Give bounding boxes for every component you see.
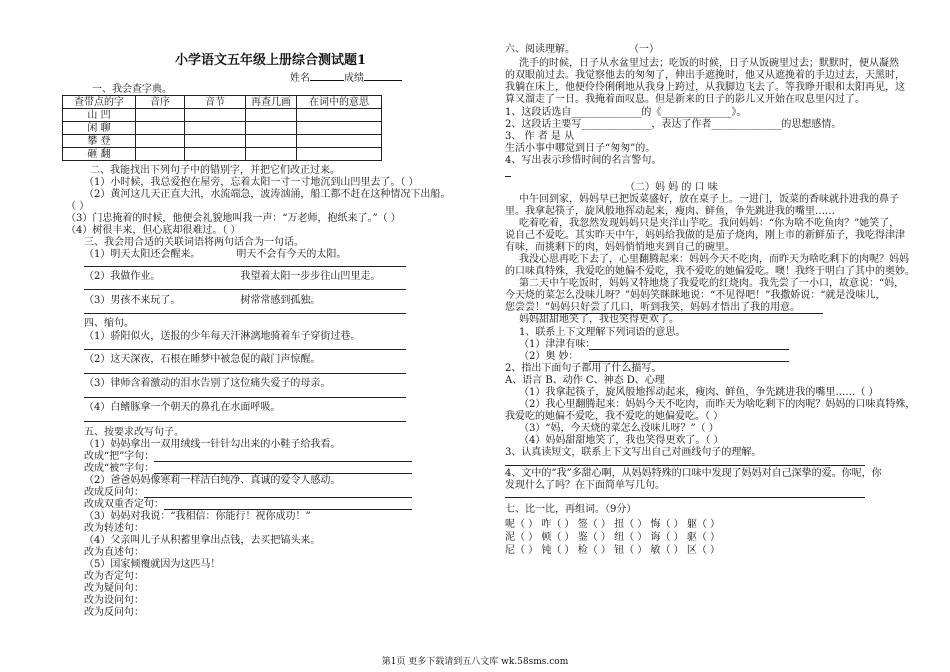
table-header-row	[63, 96, 382, 109]
sec3-item: （3）男孩不来玩了。 树常常感到孤独。	[84, 295, 321, 306]
name-score-line	[290, 71, 402, 85]
q2-line: （3）“妈，今天烧的菜怎么没味儿呀？”（ ）	[519, 423, 719, 434]
q2-line: 4、文中的“我”多甜心啊，从妈妈特殊的口味中发现了妈妈对自己深挚的爱。你呢，你	[505, 468, 882, 479]
sec4-item: （4）白鳍豚拿一个朝天的鼻孔在水面呼吸。	[84, 402, 281, 413]
sec5-line: 改为反问句：	[84, 607, 144, 618]
answer-line[interactable]	[505, 176, 511, 177]
sec7-row: 泥（ ） 顿（ ） 鉴（ ） 纽（ ） 诲（ ） 驱（ ）	[505, 532, 721, 543]
passage1-line: 算又溜走了一日。我掩着面叹息。但是新来的日子的影儿又开始在叹息里闪过了。	[505, 94, 865, 105]
q2-line: 我爱吃的她偏不爱吃，我不爱吃的她偏爱吃。（ ）	[505, 411, 724, 422]
sec7-heading: 七、比一比，再组词。（9分）	[505, 504, 637, 515]
q2-line: 1、联系上下文理解下列词语的意思。	[519, 327, 686, 338]
sec3-item: （1）明天太阳还会醒来。 明天不会有今天的太阳。	[84, 249, 347, 260]
q2-line: （2）奥 妙：	[519, 351, 579, 362]
score-label: 成绩	[344, 73, 364, 84]
table-header-cell: 音节	[185, 96, 246, 109]
sec5-line: 改成反问句：	[84, 487, 144, 498]
table-header-cell: 再查几画	[246, 96, 297, 109]
sec1-heading: 一、我会查字典。	[92, 84, 172, 95]
name-blank[interactable]	[310, 71, 344, 81]
table-row	[63, 148, 382, 161]
sec2-line: （ ）	[66, 201, 90, 212]
answer-line[interactable]	[84, 313, 406, 314]
q2-line: （2）我心里翻腾起来：妈妈今天不吃肉，而昨天为啥吃剩下的肉呢？妈妈的口味真特殊，	[519, 399, 916, 410]
table-header-cell: 查带点的字	[63, 96, 136, 109]
score-blank[interactable]	[364, 71, 402, 81]
q1-line: 生活小事中哪觉到日子“匆匆”的。	[505, 143, 656, 154]
q1-line: 4、写出表示珍惜时间的名言警句。	[505, 155, 662, 166]
sec2-line: （1）小时候，我总爱抱在屋旁，忘着太阳一寸一寸地沉到山凹里去了。（ ）	[84, 177, 419, 188]
table-cell: 攀 登	[63, 135, 136, 148]
passage2-line: 中午回到家，妈妈早已把饭菜盛好，放在桌子上。一进门，饭菜的香味就扑进我的鼻子	[519, 194, 899, 205]
name-label: 姓名	[290, 73, 310, 84]
sec5-line: 改为疑问句：	[84, 583, 144, 594]
passage2-line: 说自己不爱吃。其实昨天中午，妈妈给我做的是茄子烧肉，刚上市的新鲜茄子，我吃得津津	[505, 230, 905, 241]
sec4-item: （3）律师含着激动的泪水告别了这位痛失爱子的母亲。	[84, 378, 331, 389]
sec4-heading: 四、缩句。	[84, 318, 134, 329]
q2-line: （1）我拿起筷子，旋风般地挥动起来，瘦肉、鲜鱼，争先跳进我的嘴里……（ ）	[519, 387, 879, 398]
passage2-line: 里。我拿起筷子，旋风般地挥动起来，瘦肉、鲜鱼，争先跳进我的嘴里……	[505, 206, 835, 217]
q1-line: 1、这段话选自______________的《______________》。	[505, 107, 747, 118]
page-title: 小学语文五年级上册综合测试题1	[175, 53, 367, 68]
sec5-line: （5）国家倾覆就因为这匹马！	[84, 559, 221, 570]
part1-label: （一）	[629, 44, 659, 55]
answer-line[interactable]	[84, 421, 406, 422]
dictionary-table	[62, 95, 382, 161]
passage2-title: （二）妈 妈 的 口 味	[625, 182, 718, 193]
sec3-item: （2）我做作业。 我望着太阳一步步往山凹里走。	[84, 271, 381, 282]
sec6-heading: 六、阅读理解。 （一）	[505, 44, 659, 55]
q2-line: （4）妈妈甜甜地笑了，我也笑得更欢了。（ ）	[519, 435, 724, 446]
answer-line[interactable]	[505, 465, 865, 466]
table-cell: 山 凹	[63, 109, 136, 122]
passage1-line: 的双眼前过去。我觉察他去的匆匆了，伸出手遮挽时，他又从遮挽着的手边过去，天黑时，	[505, 70, 905, 81]
answer-line[interactable]	[154, 473, 412, 474]
q2-line: 2、指出下面句子都用了什么描写。	[505, 363, 662, 374]
q2-line: 发现什么了吗？在下面简单写几句。	[505, 480, 665, 491]
sec2-heading: 二、我能找出下列句子中的错别字，并把它们改正过来。	[90, 165, 340, 176]
table-row	[63, 109, 382, 122]
table-cell: 砸 翻	[63, 148, 136, 161]
sec5-heading: 五、按要求改写句子。	[84, 427, 184, 438]
answer-line[interactable]	[164, 509, 412, 510]
sec5-line: （4）父亲叫儿子从积蓄里拿出点钱，去买把镐头来。	[84, 535, 321, 546]
sec7-row: 呢（ ） 咋（ ） 签（ ） 扭（ ） 悔（ ） 躯（ ）	[505, 519, 721, 530]
passage2-line: 有味，而挑剩下的肉，妈妈悄悄地夹到自己的碗里。	[505, 242, 735, 253]
sec5-line: 改为直述句：	[84, 547, 144, 558]
sec4-item: （2）这天深夜，石根在睡梦中被急促的敲门声惊醒。	[84, 354, 321, 365]
answer-line[interactable]	[84, 289, 406, 290]
sec5-line: 改成双重否定句：	[84, 499, 164, 510]
sec5-line: 改成“被”字句：	[84, 463, 155, 474]
answer-line[interactable]	[589, 349, 789, 350]
sec7-row: 尼（ ） 钝（ ） 检（ ） 钮（ ） 敏（ ） 区（ ）	[505, 545, 721, 556]
answer-line[interactable]	[154, 461, 412, 462]
sec2-line: （3）门忠掩着的时候，他便会礼貌地叫我一声：“万老师，抱纸来了。”（ ）	[66, 213, 401, 224]
passage2-line: 您尝尝！”妈妈只好尝了几口，听到我笑，妈妈才悟出了我的用意。	[505, 302, 801, 313]
answer-line[interactable]	[84, 349, 406, 350]
q2-line: 3、认真读短文，联系上下文写出自己对画线句子的理解。	[505, 447, 762, 458]
sec5-line: 改为设问句：	[84, 595, 144, 606]
passage2-line: 第二天中午吃饭时，妈妈又特地烧了我爱吃的红烧肉。我先尝了一小口，故意说：“妈，	[519, 278, 905, 289]
sec3-heading: 三、我会用合适的关联词语将两句话合为一句话。	[84, 237, 304, 248]
passage2-line: 今天烧的菜怎么没味儿呀？”妈妈笑眯眯地说：“不见得吧！”我撒娇说：“就是没味儿，	[505, 290, 886, 301]
sec5-line: （2）爸爸妈妈像寒莉一样洁白纯净、真诚的爱令人感动。	[84, 475, 341, 486]
table-header-cell: 音序	[136, 96, 185, 109]
passage2-line: 的口味真特殊，我爱吃的她偏不爱吃，我不爱吃的她偏爱吃。噢！我终于明白了其中的奥妙。	[505, 266, 915, 277]
answer-line[interactable]	[144, 497, 412, 498]
sec5-line: 改为转述句：	[84, 523, 144, 534]
sec5-line: （1）妈妈拿出一双用绒线一针针勾出来的小鞋子给我看。	[84, 439, 341, 450]
q2-line: （1）津津有味：	[519, 339, 596, 350]
table-cell: 闲 聊	[63, 122, 136, 135]
passage1-line: 洗手的时候，日子从水盆里过去；吃饭的时候，日子从饭碗里过去；默默时，便从凝然	[519, 58, 899, 69]
sec2-line: （2）黄河这几天正直大汛，水流端急，波涛汹涌，船工都不赶在这种情况下出船。	[84, 189, 451, 200]
sec5-line: （3）妈妈对我说：“我相信：你能行！祝你成功！”	[84, 511, 311, 522]
q1-line: 2、这段话主要写______________，表达了作者______________的思想感情。	[505, 119, 842, 130]
answer-line[interactable]	[84, 397, 406, 398]
passage2-line: 妈妈甜甜地笑了，我也笑得更欢了。	[519, 314, 679, 325]
q2-line: A、语言 B、动作 C、神态 D、心理	[505, 375, 665, 386]
answer-line[interactable]	[84, 266, 406, 267]
passage2-line: 我没心思再吃下去了，心里翻腾起来：妈妈今天不吃肉，而昨天为啥吃剩下的肉呢？妈妈	[519, 254, 909, 265]
q1-line: 3、 作 者 是 从	[505, 131, 575, 142]
sec4-item: （1）骄阳似火，送报的少年每天汗淋漓地骑着车子穿街过巷。	[84, 331, 361, 342]
sec2-line: （4）树很丰来，但心底却很难过。（ ）	[66, 225, 241, 236]
table-row	[63, 135, 382, 148]
answer-line[interactable]	[84, 373, 406, 374]
table-row	[63, 122, 382, 135]
passage2-line: 吃着吃着，我忽然发现妈妈只是夹洋山芋吃。我问妈妈：“你为啥不吃鱼肉？”她笑了，	[519, 218, 900, 229]
sec5-line: 改成“把”字句：	[84, 451, 155, 462]
passage1-line: 我躺在床上，他便伶伶俐俐地从我身上跨过，从我脚边飞去了。等我睁开眼和太阳再见，这	[505, 82, 905, 93]
table-header-cell: 在词中的意思	[297, 96, 382, 109]
answer-line[interactable]	[589, 361, 789, 362]
sec5-line: 改为否定句：	[84, 571, 144, 582]
page-footer: 第1页 更多下载请到五八文库 wk.58sms.com	[381, 657, 569, 667]
answer-line[interactable]	[505, 497, 865, 498]
